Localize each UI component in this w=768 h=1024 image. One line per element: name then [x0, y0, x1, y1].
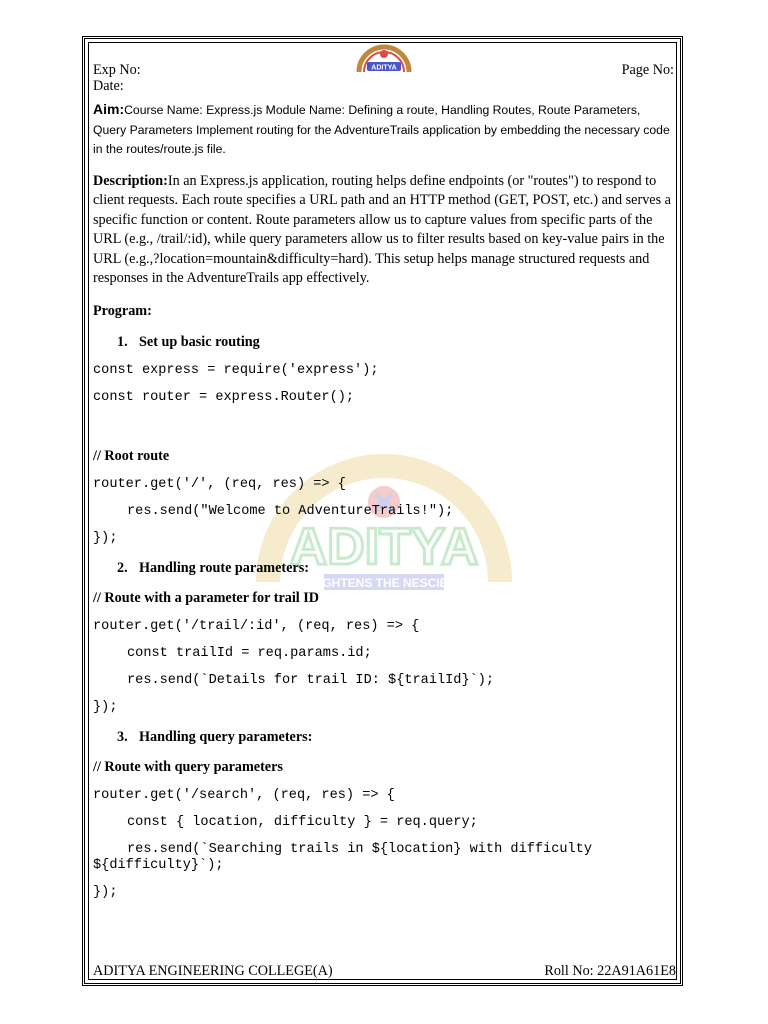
code-line: router.get('/search', (req, res) => {	[93, 787, 395, 803]
blank-line	[93, 406, 676, 436]
code-line: const router = express.Router();	[93, 389, 355, 405]
svg-text:ADITYA: ADITYA	[371, 64, 397, 72]
document-body	[93, 58, 676, 901]
code-comment: // Route with a parameter for trail ID	[93, 589, 320, 606]
svg-text:ADITYA: ADITYA	[289, 518, 479, 576]
code-line: router.get('/trail/:id', (req, res) => {	[93, 618, 420, 634]
svg-text:ENLIGHTENS THE NESCIENCE: ENLIGHTENS THE NESCIENCE	[294, 576, 474, 590]
page-no-label: Page No:	[621, 62, 674, 78]
code-line: router.get('/', (req, res) => {	[93, 476, 346, 492]
program-label: Program:	[93, 302, 152, 319]
page-footer	[93, 963, 676, 980]
step-label: Handling query parameters:	[139, 728, 313, 745]
code-line: const express = require('express');	[93, 362, 379, 378]
step-label: Handling route parameters:	[139, 559, 309, 576]
step-number: 2.	[117, 559, 128, 576]
aim-section	[93, 100, 676, 160]
code-line: });	[93, 699, 118, 715]
description-text: In an Express.js application, routing helps define endpoints (or "routes") to respond to client requests. Each route specifies a URL path and an HTTP method (GET, POST, etc.) and serves a specific function or content. Route parameters allow us to capture values from specific parts of the URL (e.g., /trail/:id), while query parameters allow us to filter results based on key-value pairs in the URL (e.g.,?location=mountain&difficulty=hard). This setup helps manage structured requests and responses in the AdventureTrails app effectively.	[93, 172, 671, 286]
code-comment: // Root route	[93, 447, 170, 464]
step-heading	[93, 728, 676, 747]
page-header	[93, 58, 676, 96]
code-line: const { location, difficulty } = req.query;	[127, 814, 478, 830]
code-line: res.send(`Searching trails in ${location} with difficulty ${difficulty}`);	[93, 841, 601, 873]
code-line: res.send(`Details for trail ID: ${trailId}`);	[127, 672, 495, 688]
aim-label: Aim:	[93, 101, 125, 117]
exp-no-label: Exp No:	[93, 62, 141, 78]
college-name: ADITYA ENGINEERING COLLEGE(A)	[93, 963, 333, 979]
roll-number: Roll No: 22A91A61E8	[544, 963, 676, 979]
step-number: 3.	[117, 728, 128, 745]
step-label: Set up basic routing	[139, 333, 260, 350]
aim-text: Course Name: Express.js Module Name: Defining a route, Handling Routes, Route Parameters, Query Parameters Implement routing for the AdventureTrails application by embedding the necessary code in the routes/route.js file.	[93, 103, 670, 156]
code-line: const trailId = req.params.id;	[127, 645, 372, 661]
step-heading	[93, 333, 676, 352]
date-label: Date:	[93, 78, 124, 94]
college-logo	[355, 44, 413, 76]
code-comment: // Route with query parameters	[93, 758, 283, 775]
step-heading	[93, 559, 676, 578]
code-line: });	[93, 530, 118, 546]
description-label: Description:	[93, 172, 168, 189]
description-section	[93, 172, 676, 289]
step-number: 1.	[117, 333, 128, 350]
code-line: });	[93, 884, 118, 900]
code-line: res.send("Welcome to AdventureTrails!");	[127, 503, 454, 519]
